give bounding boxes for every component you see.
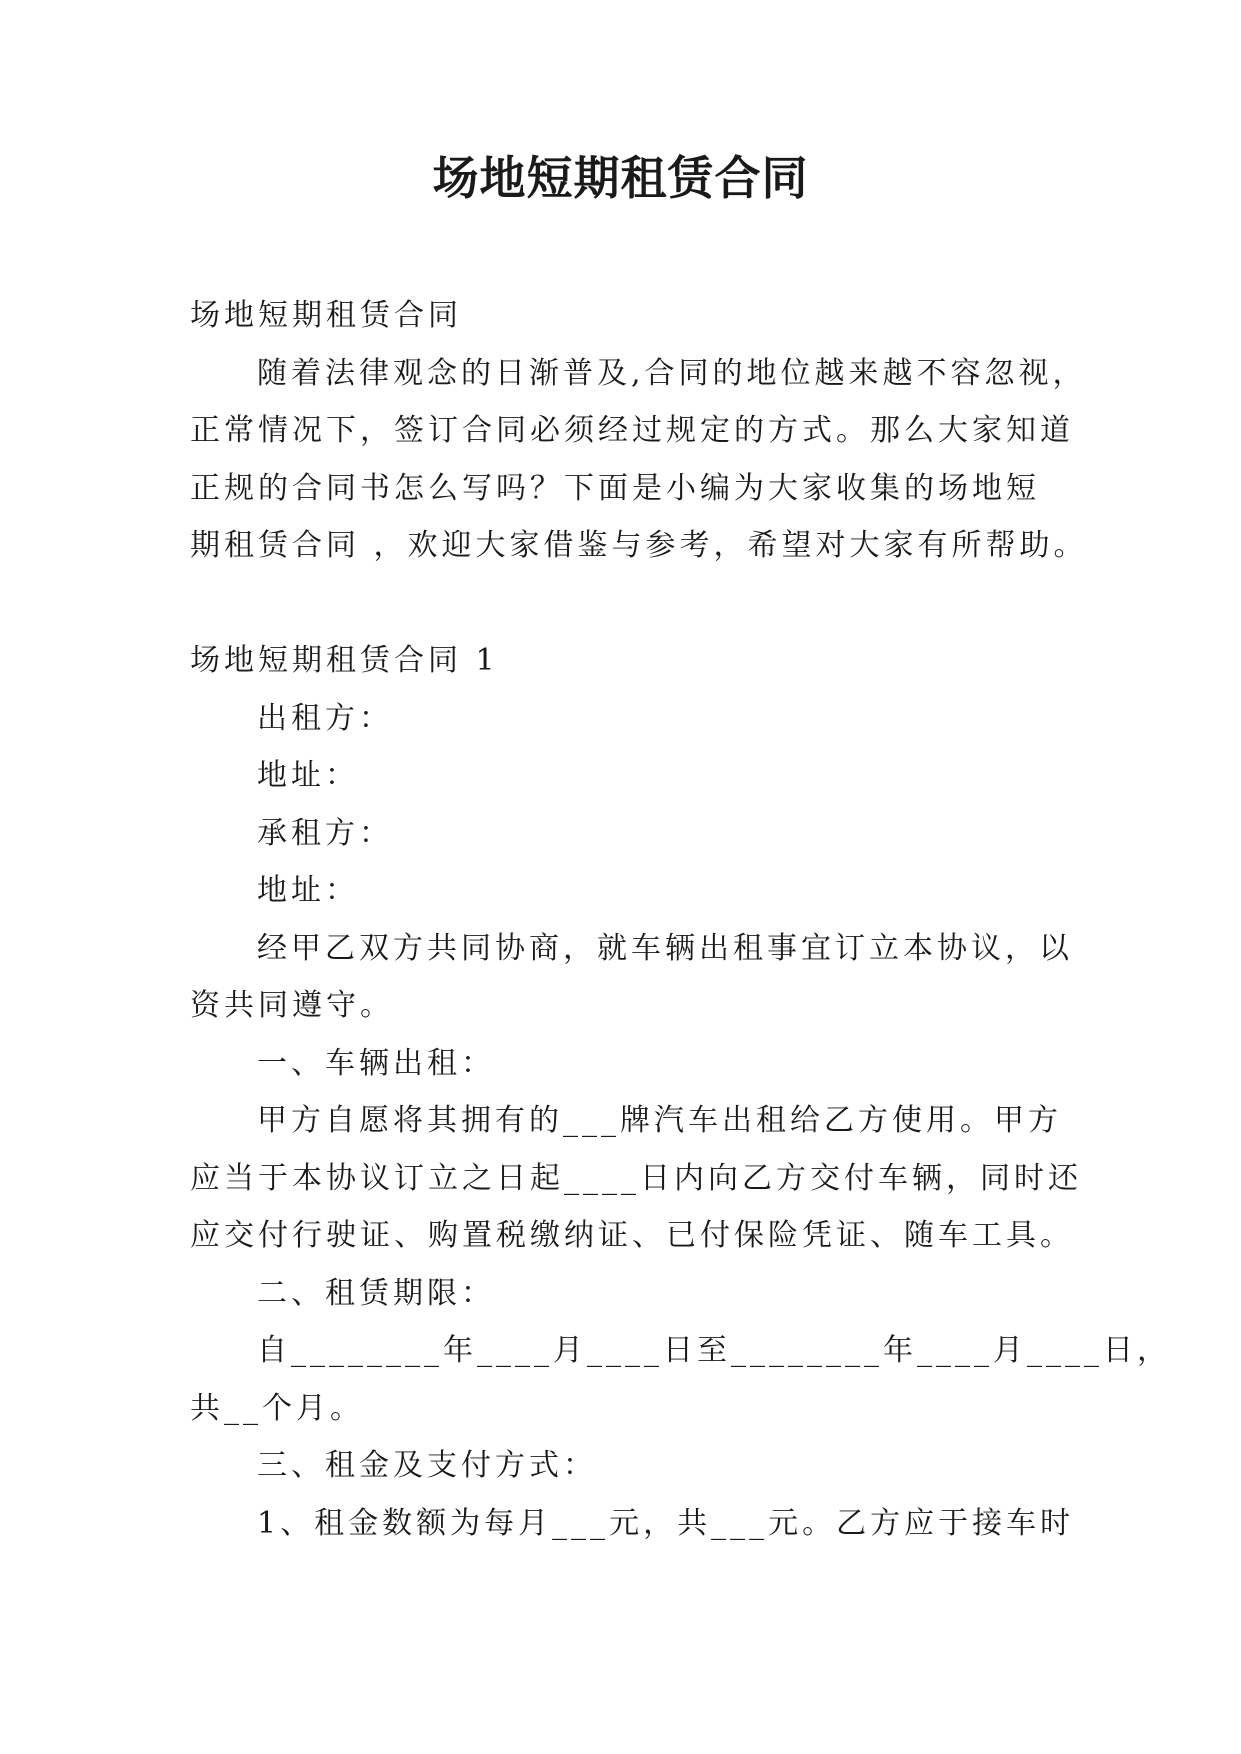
clause2-heading: 二、租赁期限： bbox=[257, 1275, 495, 1311]
intro-line-4: 期租赁合同 ，欢迎大家借鉴与参考，希望对大家有所帮助。 bbox=[190, 528, 1088, 563]
clause2-line-1: 自________年____月____日至________年____月____日， bbox=[257, 1333, 1171, 1368]
lessee-label: 承租方： bbox=[257, 815, 393, 851]
clause3-heading: 三、租金及支付方式： bbox=[257, 1448, 597, 1483]
lessor-address-label: 地址： bbox=[257, 758, 359, 793]
spacer bbox=[190, 575, 1060, 633]
intro-line-3: 正规的合同书怎么写吗？下面是小编为大家收集的场地短 bbox=[190, 470, 1040, 506]
agreement-line-2: 资共同遵守。 bbox=[190, 988, 394, 1023]
lessee-address-label: 地址： bbox=[257, 873, 359, 908]
clause1-line-1: 甲方自愿将其拥有的___牌汽车出租给乙方使用。甲方 bbox=[257, 1103, 1062, 1138]
subtitle: 场地短期租赁合同 bbox=[190, 298, 462, 333]
clause3-line-1: 1、租金数额为每月___元，共___元。乙方应于接车时 bbox=[257, 1505, 1075, 1541]
section-heading: 场地短期租赁合同 1 bbox=[190, 643, 499, 678]
lessor-label: 出租方： bbox=[257, 700, 393, 736]
agreement-line-1: 经甲乙双方共同协商，就车辆出租事宜订立本协议，以 bbox=[257, 930, 1073, 966]
clause1-line-3: 应交付行驶证、购置税缴纳证、已付保险凭证、随车工具。 bbox=[190, 1218, 1074, 1253]
document-title: 场地短期租赁合同 bbox=[432, 151, 809, 205]
intro-line-2: 正常情况下，签订合同必须经过规定的方式。那么大家知道 bbox=[190, 413, 1074, 448]
clause1-line-2: 应当于本协议订立之日起____日内向乙方交付车辆，同时还 bbox=[190, 1160, 1082, 1196]
clause2-line-2: 共__个月。 bbox=[190, 1390, 364, 1426]
intro-line-1: 随着法律观念的日渐普及,合同的地位越来越不容忽视， bbox=[257, 355, 1087, 391]
document-body bbox=[190, 287, 1171, 1552]
clause1-heading: 一、车辆出租： bbox=[257, 1045, 495, 1081]
